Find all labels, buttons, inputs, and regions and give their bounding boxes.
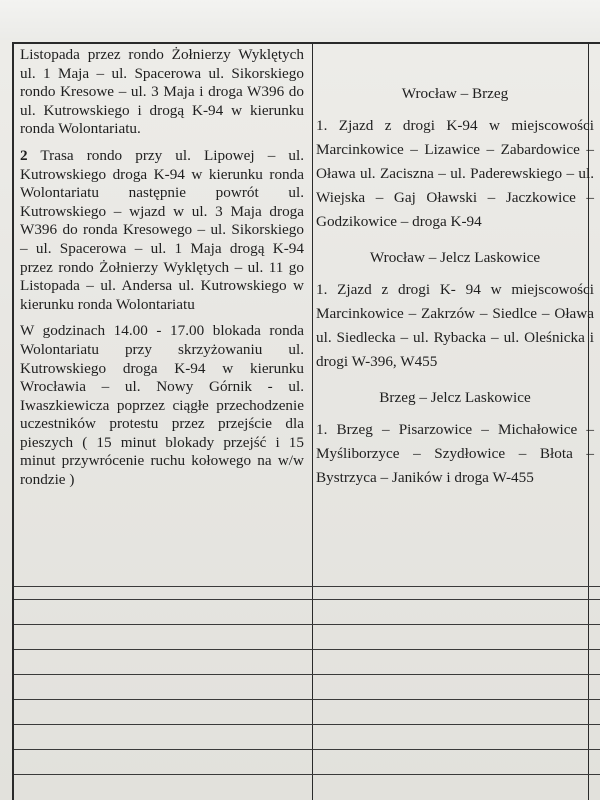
detour-wroclaw-jelcz: 1. Zjazd z drogi K- 94 w miejscowości Marcinkowice – Zakrzów – Siedlce – Oława ul. Siedlecka – ul. Rybacka – ul. Oleśnicka i drogi W-396, W455 bbox=[316, 281, 594, 370]
row-line bbox=[14, 624, 600, 625]
row-line bbox=[14, 586, 600, 587]
right-column bbox=[316, 70, 594, 498]
detour-brzeg-jelcz: 1. Brzeg – Pisarzowice – Michałowice – Myśliborzyce – Szydłowice – Błota – Bystrzyca – Janików i droga W-455 bbox=[316, 421, 594, 486]
row-line bbox=[14, 774, 600, 775]
paragraph-number: 2 bbox=[20, 146, 28, 164]
row-line bbox=[14, 674, 600, 675]
row-line bbox=[14, 699, 600, 700]
left-column bbox=[20, 46, 304, 490]
column-divider bbox=[312, 44, 313, 800]
row-line bbox=[14, 599, 600, 600]
route-heading-wroclaw-jelcz: Wrocław – Jelcz Laskowice bbox=[369, 249, 541, 266]
route-paragraph-1: Listopada przez rondo Żołnierzy Wyklętych ul. 1 Maja – ul. Spacerowa ul. Sikorskiego rondo Kresowe – ul. 3 Maja i droga W396 do ul. Kutrowskiego i drogą K-94 w kierunku ronda Wolontariatu. bbox=[20, 46, 304, 138]
row-line bbox=[14, 724, 600, 725]
row-line bbox=[14, 649, 600, 650]
route-heading-wroclaw-brzeg: Wrocław – Brzeg bbox=[401, 85, 509, 102]
blockade-paragraph: W godzinach 14.00 - 17.00 blokada ronda Wolontariatu przy skrzyżowaniu ul. Kutrowskiego droga K-94 w kierunku Wrocławia – ul. Nowy Górnik - ul. Iwaszkiewicza poprzez ciągłe przechodzenie uczestników protestu przez przejście dla pieszych ( 15 minut blokady przejść i 15 minut przywrócenie ruchu kołowego na w/w rondzie ) bbox=[20, 322, 304, 489]
previous-page-strip bbox=[0, 0, 600, 40]
row-line bbox=[14, 749, 600, 750]
detour-wroclaw-brzeg: 1. Zjazd z drogi K-94 w miejscowości Marcinkowice – Lizawice – Zabardowice – Oława ul. Zaciszna – ul. Paderewskiego – ul. Wiejska – Gaj Oławski – Jaczkowice – Godzikowice – droga K-94 bbox=[316, 117, 594, 230]
route-paragraph-2 bbox=[20, 147, 304, 314]
route-paragraph-2-text: Trasa rondo przy ul. Lipowej – ul. Kutrowskiego droga K-94 w kierunku ronda Wolontariatu następnie powrót ul. Kutrowskiego – wjazd w ul. 3 Maja droga W396 do ronda Kresowego – ul. Sikorskiego – ul. Spacerowa – ul. 1 Maja drogą K-94 przez rondo Żołnierzy Wyklętych – ul. 11 go Listopada – ul. Andersa ul. Kutrowskiego w kierunku ronda Wolontariatu bbox=[20, 146, 304, 313]
route-heading-brzeg-jelcz: Brzeg – Jelcz Laskowice bbox=[379, 389, 531, 406]
